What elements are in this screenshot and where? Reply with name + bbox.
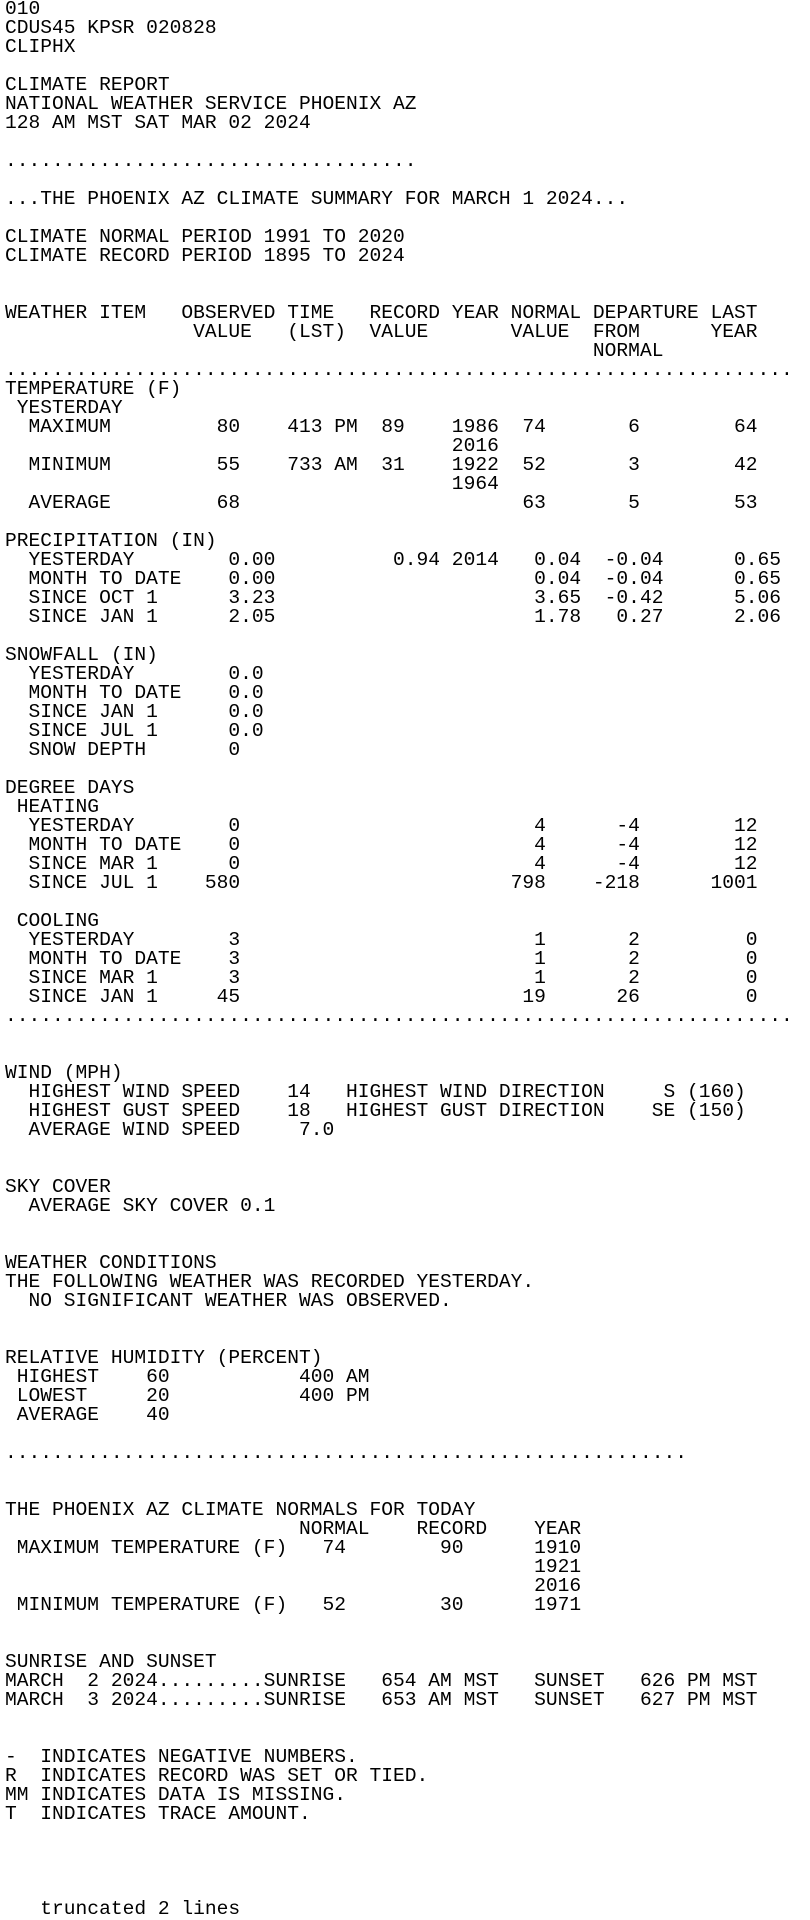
report-line: SINCE MAR 1 3 1 2 0 — [5, 967, 758, 989]
report-line — [5, 1026, 810, 1045]
report-line: HIGHEST GUST SPEED 18 HIGHEST GUST DIRECTION SE (150) — [5, 1100, 746, 1122]
report-line: NORMAL — [5, 340, 664, 362]
report-line: MINIMUM TEMPERATURE (F) 52 30 1971 — [5, 1594, 582, 1616]
report-line — [5, 1216, 810, 1235]
report-line: CLIMATE RECORD PERIOD 1895 TO 2024 — [5, 245, 405, 267]
report-line: 1964 — [5, 473, 499, 495]
report-line: SNOWFALL (IN) — [5, 644, 158, 666]
report-line: YESTERDAY 3 1 2 0 — [5, 929, 758, 951]
report-line: 2016 — [5, 1575, 582, 1597]
report-line: MINIMUM 55 733 AM 31 1922 52 3 42 — [5, 454, 758, 476]
report-line: MARCH 2 2024.........SUNRISE 654 AM MST SUNSET 626 PM MST — [5, 1670, 758, 1692]
report-line: WEATHER ITEM OBSERVED TIME RECORD YEAR NORMAL DEPARTURE LAST — [5, 302, 758, 324]
report-line: WEATHER CONDITIONS — [5, 1252, 217, 1274]
report-line — [5, 1824, 810, 1843]
report-line: SKY COVER — [5, 1176, 111, 1198]
report-line: AVERAGE WIND SPEED 7.0 — [5, 1119, 335, 1141]
report-line: 1921 — [5, 1556, 582, 1578]
report-line: T INDICATES TRACE AMOUNT. — [5, 1803, 311, 1825]
report-line: YESTERDAY — [5, 397, 123, 419]
report-line: HIGHEST 60 400 AM — [5, 1366, 370, 1388]
report-line: WIND (MPH) — [5, 1062, 123, 1084]
report-line: AVERAGE 68 63 5 53 — [5, 492, 758, 514]
report-line — [5, 893, 810, 912]
report-line: CDUS45 KPSR 020828 — [5, 17, 217, 39]
report-line — [5, 1159, 810, 1178]
report-line — [5, 1140, 810, 1159]
report-line: AVERAGE 40 — [5, 1404, 170, 1426]
report-line — [5, 1710, 810, 1729]
report-line: COOLING — [5, 910, 100, 932]
report-line: MONTH TO DATE 0.00 0.04 -0.04 0.65 — [5, 568, 782, 590]
report-line: MARCH 3 2024.........SUNRISE 653 AM MST SUNSET 627 PM MST — [5, 1689, 758, 1711]
report-line: 128 AM MST SAT MAR 02 2024 — [5, 112, 311, 134]
report-line: VALUE (LST) VALUE VALUE FROM YEAR — [5, 321, 758, 343]
report-line — [5, 1862, 810, 1881]
report-line: SNOW DEPTH 0 — [5, 739, 241, 761]
report-line — [5, 1615, 810, 1634]
report-line: 010 — [5, 0, 41, 20]
report-line: ...THE PHOENIX AZ CLIMATE SUMMARY FOR MARCH 1 2024... — [5, 188, 629, 210]
report-line: TEMPERATURE (F) — [5, 378, 182, 400]
report-line: SINCE JUL 1 580 798 -218 1001 — [5, 872, 758, 894]
report-line: LOWEST 20 400 PM — [5, 1385, 370, 1407]
report-line: CLIMATE NORMAL PERIOD 1991 TO 2020 — [5, 226, 405, 248]
report-line: MAXIMUM TEMPERATURE (F) 74 90 1910 — [5, 1537, 582, 1559]
report-line: THE PHOENIX AZ CLIMATE NORMALS FOR TODAY — [5, 1499, 476, 1521]
report-line: SINCE JAN 1 45 19 26 0 — [5, 986, 758, 1008]
report-line: MONTH TO DATE 3 1 2 0 — [5, 948, 758, 970]
report-line: DEGREE DAYS — [5, 777, 135, 799]
report-line — [5, 1463, 810, 1482]
report-line: MM INDICATES DATA IS MISSING. — [5, 1784, 346, 1806]
report-line: SUNRISE AND SUNSET — [5, 1651, 217, 1673]
report-line: SINCE JAN 1 2.05 1.78 0.27 2.06 — [5, 606, 782, 628]
report-line — [5, 1045, 810, 1064]
report-line: R INDICATES RECORD WAS SET OR TIED. — [5, 1765, 429, 1787]
report-line: HEATING — [5, 796, 100, 818]
report-line — [5, 1311, 810, 1330]
report-line: - INDICATES NEGATIVE NUMBERS. — [5, 1746, 358, 1768]
report-line: YESTERDAY 0.0 — [5, 663, 264, 685]
report-line: CLIMATE REPORT — [5, 74, 170, 96]
report-line: truncated 2 lines — [5, 1898, 241, 1920]
report-line: HIGHEST WIND SPEED 14 HIGHEST WIND DIRECTION S (160) — [5, 1081, 746, 1103]
report-line: NORMAL RECORD YEAR — [5, 1518, 582, 1540]
report-line: AVERAGE SKY COVER 0.1 — [5, 1195, 276, 1217]
report-line: YESTERDAY 0 4 -4 12 — [5, 815, 758, 837]
report-line: NO SIGNIFICANT WEATHER WAS OBSERVED. — [5, 1290, 452, 1312]
report-line: ................................................................... — [5, 1005, 793, 1027]
report-line: MONTH TO DATE 0.0 — [5, 682, 264, 704]
report-line — [5, 1843, 810, 1862]
report-line — [5, 266, 810, 285]
report-line: SINCE MAR 1 0 4 -4 12 — [5, 853, 758, 875]
report-line: PRECIPITATION (IN) — [5, 530, 217, 552]
report-line: .......................................................... — [5, 1442, 687, 1464]
report-line: SINCE JAN 1 0.0 — [5, 701, 264, 723]
report-line: YESTERDAY 0.00 0.94 2014 0.04 -0.04 0.65 — [5, 549, 782, 571]
report-line: SINCE OCT 1 3.23 3.65 -0.42 5.06 — [5, 587, 782, 609]
report-line: ................................................................... — [5, 359, 793, 381]
report-line: RELATIVE HUMIDITY (PERCENT) — [5, 1347, 323, 1369]
report-line: 2016 — [5, 435, 499, 457]
report-line: CLIPHX — [5, 36, 76, 58]
report-line: MONTH TO DATE 0 4 -4 12 — [5, 834, 758, 856]
report-line: MAXIMUM 80 413 PM 89 1986 74 6 64 — [5, 416, 758, 438]
report-line: SINCE JUL 1 0.0 — [5, 720, 264, 742]
report-line: THE FOLLOWING WEATHER WAS RECORDED YESTERDAY. — [5, 1271, 535, 1293]
report-line: ................................... — [5, 150, 417, 172]
report-line: NATIONAL WEATHER SERVICE PHOENIX AZ — [5, 93, 417, 115]
